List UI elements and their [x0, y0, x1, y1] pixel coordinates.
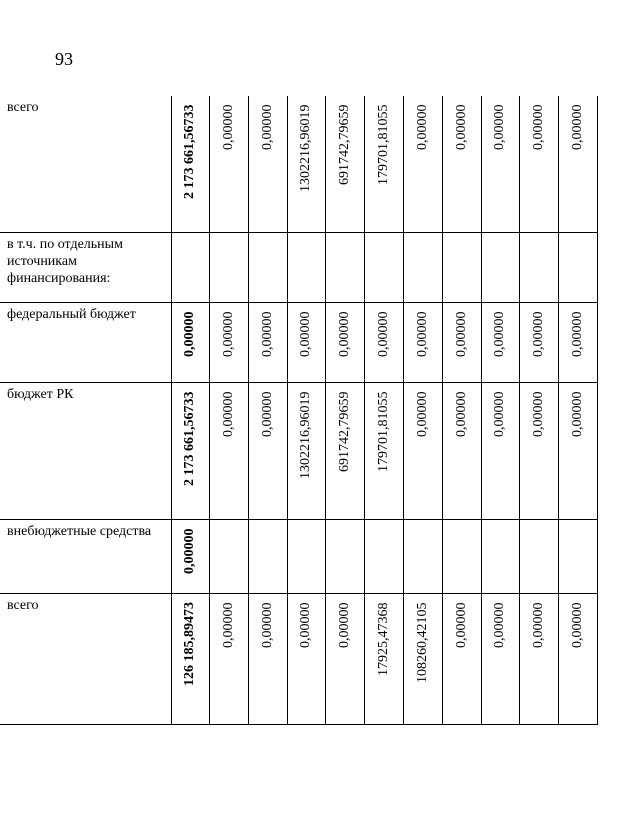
- table-row: [0, 232, 597, 302]
- page-number: 93: [55, 49, 73, 69]
- cell-value: 0,00000: [336, 602, 352, 648]
- value-cell: [519, 302, 558, 382]
- cell-value: 0,00000: [569, 311, 585, 357]
- cell-value: 691742,79659: [336, 391, 352, 472]
- value-cell: [481, 519, 519, 593]
- value-cell: [287, 96, 325, 232]
- value-cell: [209, 382, 248, 519]
- cell-value: 0,00000: [414, 391, 430, 437]
- cell-value: 691742,79659: [336, 104, 352, 185]
- cell-value: 0,00000: [492, 104, 507, 150]
- cell-value: 0,00000: [453, 602, 469, 648]
- row-label: внебюджетные средства: [0, 519, 171, 593]
- value-cell: [558, 519, 597, 593]
- cell-value: 0,00000: [375, 311, 391, 357]
- table-row: [0, 593, 597, 724]
- value-cell: [287, 382, 325, 519]
- value-cell: [403, 382, 442, 519]
- cell-value: 0,00000: [414, 104, 430, 150]
- cell-value: 0,00000: [259, 104, 275, 150]
- row-label: федеральный бюджет: [0, 302, 171, 382]
- cell-value: 0,00000: [259, 391, 275, 437]
- budget-table: [0, 96, 598, 725]
- value-cell: [442, 96, 481, 232]
- row-total-cell: [171, 382, 209, 519]
- value-cell: [519, 96, 558, 232]
- cell-value: 0,00000: [453, 391, 469, 437]
- value-cell: [481, 232, 519, 302]
- value-cell: [558, 593, 597, 724]
- value-cell: [364, 382, 403, 519]
- row-total-value: 0,00000: [182, 528, 197, 574]
- cell-value: 0,00000: [259, 602, 275, 648]
- cell-value: 0,00000: [259, 311, 275, 357]
- value-cell: [403, 232, 442, 302]
- value-cell: [403, 519, 442, 593]
- value-cell: [519, 382, 558, 519]
- cell-value: 0,00000: [492, 391, 507, 437]
- value-cell: [364, 232, 403, 302]
- value-cell: [481, 302, 519, 382]
- value-cell: [558, 96, 597, 232]
- table-row: [0, 302, 597, 382]
- cell-value: 0,00000: [220, 311, 236, 357]
- value-cell: [325, 96, 364, 232]
- row-total-cell: [171, 96, 209, 232]
- cell-value: 0,00000: [220, 602, 236, 648]
- value-cell: [481, 593, 519, 724]
- value-cell: [442, 593, 481, 724]
- cell-value: 0,00000: [530, 602, 546, 648]
- value-cell: [403, 593, 442, 724]
- value-cell: [325, 302, 364, 382]
- value-cell: [209, 519, 248, 593]
- cell-value: 0,00000: [336, 311, 352, 357]
- value-cell: [364, 519, 403, 593]
- row-total-value: 126 185,89473: [182, 601, 197, 686]
- row-label: всего: [0, 593, 171, 724]
- row-total-cell: [171, 519, 209, 593]
- table-row: [0, 382, 597, 519]
- cell-value: 0,00000: [414, 311, 430, 357]
- value-cell: [209, 593, 248, 724]
- value-cell: [403, 302, 442, 382]
- value-cell: [558, 302, 597, 382]
- cell-value: 0,00000: [298, 311, 313, 357]
- cell-value: 1302216,96019: [298, 391, 313, 479]
- row-label: бюджет РК: [0, 382, 171, 519]
- value-cell: [364, 302, 403, 382]
- value-cell: [519, 519, 558, 593]
- value-cell: [248, 593, 287, 724]
- value-cell: [519, 593, 558, 724]
- cell-value: 0,00000: [298, 602, 313, 648]
- value-cell: [287, 593, 325, 724]
- cell-value: 0,00000: [530, 391, 546, 437]
- cell-value: 1302216,96019: [298, 104, 313, 192]
- value-cell: [209, 96, 248, 232]
- cell-value: 0,00000: [220, 391, 236, 437]
- cell-value: 0,00000: [492, 602, 507, 648]
- cell-value: 108260,42105: [414, 602, 430, 683]
- value-cell: [209, 302, 248, 382]
- row-total-cell: [171, 232, 209, 302]
- value-cell: [325, 382, 364, 519]
- value-cell: [481, 382, 519, 519]
- value-cell: [442, 519, 481, 593]
- value-cell: [558, 232, 597, 302]
- value-cell: [209, 232, 248, 302]
- table-row: [0, 519, 597, 593]
- value-cell: [248, 382, 287, 519]
- cell-value: 0,00000: [492, 311, 507, 357]
- value-cell: [558, 382, 597, 519]
- value-cell: [248, 232, 287, 302]
- cell-value: 179701,81055: [375, 391, 391, 472]
- cell-value: 0,00000: [569, 602, 585, 648]
- value-cell: [364, 96, 403, 232]
- value-cell: [287, 232, 325, 302]
- value-cell: [248, 519, 287, 593]
- value-cell: [519, 232, 558, 302]
- value-cell: [442, 302, 481, 382]
- row-total-cell: [171, 302, 209, 382]
- value-cell: [403, 96, 442, 232]
- table-row: [0, 96, 597, 232]
- row-label: всего: [0, 96, 171, 232]
- value-cell: [364, 593, 403, 724]
- value-cell: [325, 593, 364, 724]
- cell-value: 0,00000: [453, 104, 469, 150]
- value-cell: [248, 302, 287, 382]
- cell-value: 0,00000: [530, 311, 546, 357]
- value-cell: [442, 232, 481, 302]
- cell-value: 17925,47368: [375, 602, 391, 676]
- value-cell: [287, 302, 325, 382]
- row-total-value: 2 173 661,56733: [182, 391, 197, 486]
- cell-value: 179701,81055: [375, 104, 391, 185]
- cell-value: 0,00000: [569, 104, 585, 150]
- cell-value: 0,00000: [530, 104, 546, 150]
- value-cell: [325, 519, 364, 593]
- value-cell: [287, 519, 325, 593]
- row-total-cell: [171, 593, 209, 724]
- cell-value: 0,00000: [220, 104, 236, 150]
- row-total-value: 0,00000: [182, 311, 197, 357]
- value-cell: [325, 232, 364, 302]
- cell-value: 0,00000: [453, 311, 469, 357]
- row-total-value: 2 173 661,56733: [182, 104, 197, 199]
- cell-value: 0,00000: [569, 391, 585, 437]
- value-cell: [481, 96, 519, 232]
- row-label: в т.ч. по отдельным источникам финансирования:: [0, 232, 171, 302]
- value-cell: [442, 382, 481, 519]
- value-cell: [248, 96, 287, 232]
